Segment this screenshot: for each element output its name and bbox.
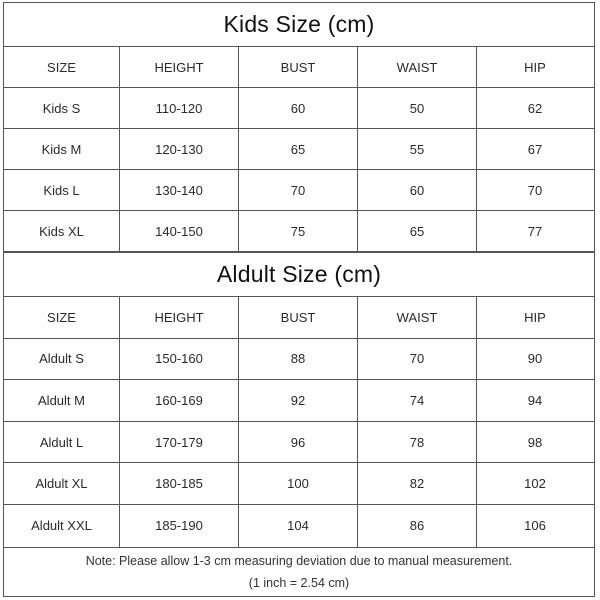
size-chart (3, 2, 595, 597)
table-row (4, 211, 594, 252)
waist-cell: 74 (358, 380, 477, 421)
height-cell: 170-179 (120, 422, 239, 463)
table-row (4, 170, 594, 211)
header-cell-waist: WAIST (358, 47, 477, 87)
hip-cell: 77 (527, 223, 543, 239)
bust-cell: 75 (239, 211, 358, 251)
header-cell-bust: BUST (239, 47, 358, 87)
hip-cell: 94 (527, 392, 543, 408)
height-cell: 140-150 (120, 211, 239, 251)
bust-cell: 100 (239, 463, 358, 504)
bust-cell: 65 (239, 129, 358, 169)
hip-cell: 106 (524, 518, 546, 534)
waist-cell: 55 (358, 129, 477, 169)
height-cell: 120-130 (120, 129, 239, 169)
header-cell-size: SIZE (4, 297, 120, 338)
size-cell: Aldult M (4, 380, 120, 421)
table-row (4, 505, 594, 547)
height-cell: 110-120 (120, 88, 239, 128)
bust-cell: 92 (239, 380, 358, 421)
height-cell: 185-190 (120, 505, 239, 547)
kids-header-row (4, 47, 594, 88)
header-cell-height: HEIGHT (120, 47, 239, 87)
measurement-note (4, 547, 594, 598)
kids-size-title: Kids Size (cm) (4, 3, 594, 47)
waist-cell: 60 (358, 170, 477, 210)
adult-header-row (4, 297, 594, 339)
bust-cell: 70 (239, 170, 358, 210)
table-row (4, 380, 594, 422)
header-cell-height: HEIGHT (120, 297, 239, 338)
table-row (4, 422, 594, 464)
header-cell-hip: HIP (524, 309, 546, 325)
size-cell: Kids S (4, 88, 120, 128)
bust-cell: 88 (239, 339, 358, 380)
bust-cell: 104 (239, 505, 358, 547)
note-line-deviation: Note: Please allow 1-3 cm measuring deviation due to manual measurement. (85, 554, 513, 569)
hip-cell: 62 (527, 100, 543, 116)
size-cell: Aldult XXL (4, 505, 120, 547)
size-cell: Aldult S (4, 339, 120, 380)
waist-cell: 78 (358, 422, 477, 463)
table-row (4, 129, 594, 170)
table-row (4, 463, 594, 505)
header-cell-bust: BUST (239, 297, 358, 338)
waist-cell: 82 (358, 463, 477, 504)
size-cell: Kids M (4, 129, 120, 169)
bust-cell: 60 (239, 88, 358, 128)
header-cell-hip: HIP (524, 59, 546, 75)
size-cell: Aldult XL (4, 463, 120, 504)
height-cell: 130-140 (120, 170, 239, 210)
waist-cell: 70 (358, 339, 477, 380)
hip-cell: 98 (527, 434, 543, 450)
note-line-conversion: (1 inch = 2.54 cm) (248, 575, 350, 590)
size-cell: Kids L (4, 170, 120, 210)
hip-cell: 67 (527, 141, 543, 157)
height-cell: 150-160 (120, 339, 239, 380)
header-cell-size: SIZE (4, 47, 120, 87)
waist-cell: 50 (358, 88, 477, 128)
header-cell-waist: WAIST (358, 297, 477, 338)
size-cell: Kids XL (4, 211, 120, 251)
height-cell: 160-169 (120, 380, 239, 421)
size-cell: Aldult L (4, 422, 120, 463)
bust-cell: 96 (239, 422, 358, 463)
adult-size-title: Aldult Size (cm) (4, 252, 594, 297)
table-row (4, 88, 594, 129)
waist-cell: 86 (358, 505, 477, 547)
waist-cell: 65 (358, 211, 477, 251)
hip-cell: 90 (527, 351, 543, 367)
hip-cell: 70 (527, 182, 543, 198)
hip-cell: 102 (524, 476, 546, 492)
table-row (4, 339, 594, 381)
height-cell: 180-185 (120, 463, 239, 504)
